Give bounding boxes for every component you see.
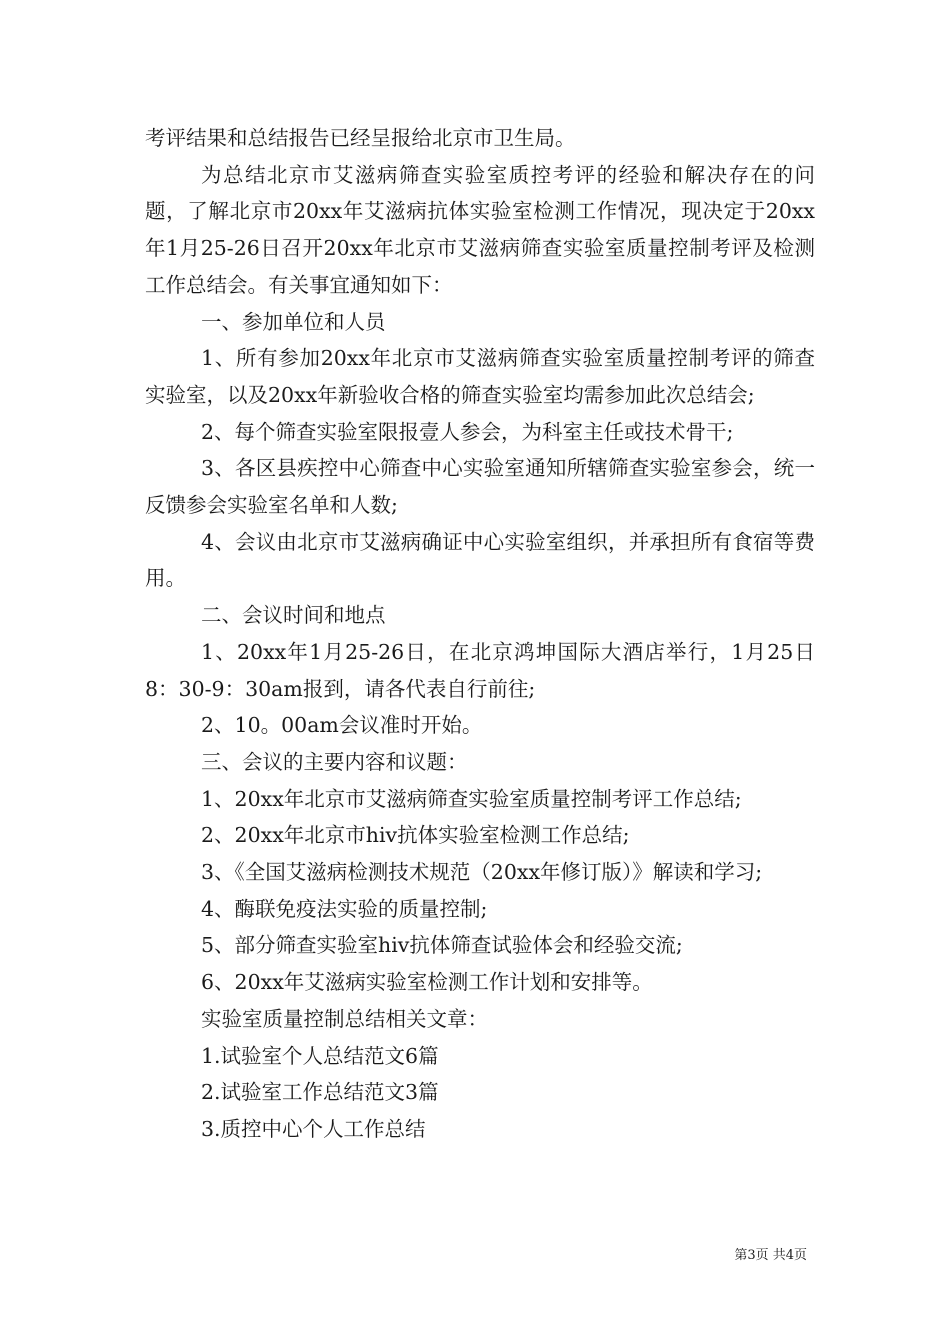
body-paragraph: 一、参加单位和人员 <box>201 309 386 334</box>
body-paragraph: 考评结果和总结报告已经呈报给北京市卫生局。 <box>145 126 576 150</box>
body-paragraph: 3、各区县疾控中心筛查中心实验室通知所辖筛查实验室参会，统一反馈参会实验室名单和人数; <box>145 456 815 518</box>
body-paragraph: 2、每个筛查实验室限报壹人参会，为科室主任或技术骨干; <box>201 419 734 444</box>
body-paragraph: 1、所有参加20xx年北京市艾滋病筛查实验室质量控制考评的筛查实验室，以及20xx年新验收合格的筛查实验室均需参加此次总结会; <box>145 346 815 407</box>
body-paragraph: 2.试验室工作总结范文3篇 <box>201 1080 439 1105</box>
body-paragraph: 1、20xx年1月25-26日，在北京鸿坤国际大酒店举行，1月25日8：30-9：30am报到，请各代表自行前往; <box>145 639 815 701</box>
document-body <box>145 120 815 1148</box>
body-paragraph: 4、会议由北京市艾滋病确证中心实验室组织，并承担所有食宿等费用。 <box>145 529 815 591</box>
body-paragraph: 3.质控中心个人工作总结 <box>201 1116 426 1141</box>
body-paragraph: 2、10。00am会议准时开始。 <box>201 713 483 738</box>
body-paragraph: 三、会议的主要内容和议题： <box>201 749 468 774</box>
page-number: 第3页 共4页 <box>734 1248 807 1263</box>
body-paragraph: 4、酶联免疫法实验的质量控制; <box>201 896 488 921</box>
body-paragraph: 二、会议时间和地点 <box>201 603 386 628</box>
body-paragraph: 3、《全国艾滋病检测技术规范（20xx年修订版）》解读和学习; <box>201 860 763 885</box>
body-paragraph: 6、20xx年艾滋病实验室检测工作计划和安排等。 <box>201 970 653 995</box>
body-paragraph: 1.试验室个人总结范文6篇 <box>201 1043 439 1068</box>
body-paragraph: 2、20xx年北京市hiv抗体实验室检测工作总结; <box>201 823 630 848</box>
body-paragraph: 1、20xx年北京市艾滋病筛查实验室质量控制考评工作总结; <box>201 786 742 811</box>
body-paragraph: 5、部分筛查实验室hiv抗体筛查试验体会和经验交流; <box>201 933 683 958</box>
body-paragraph: 实验室质量控制总结相关文章： <box>201 1006 488 1031</box>
body-paragraph: 为总结北京市艾滋病筛查实验室质控考评的经验和解决存在的问题，了解北京市20xx年艾滋病抗体实验室检测工作情况，现决定于20xx年1月25-26日召开20xx年北京市艾滋病筛查实验室质量控制考评及检测工作总结会。有关事宜通知如下： <box>145 162 815 297</box>
